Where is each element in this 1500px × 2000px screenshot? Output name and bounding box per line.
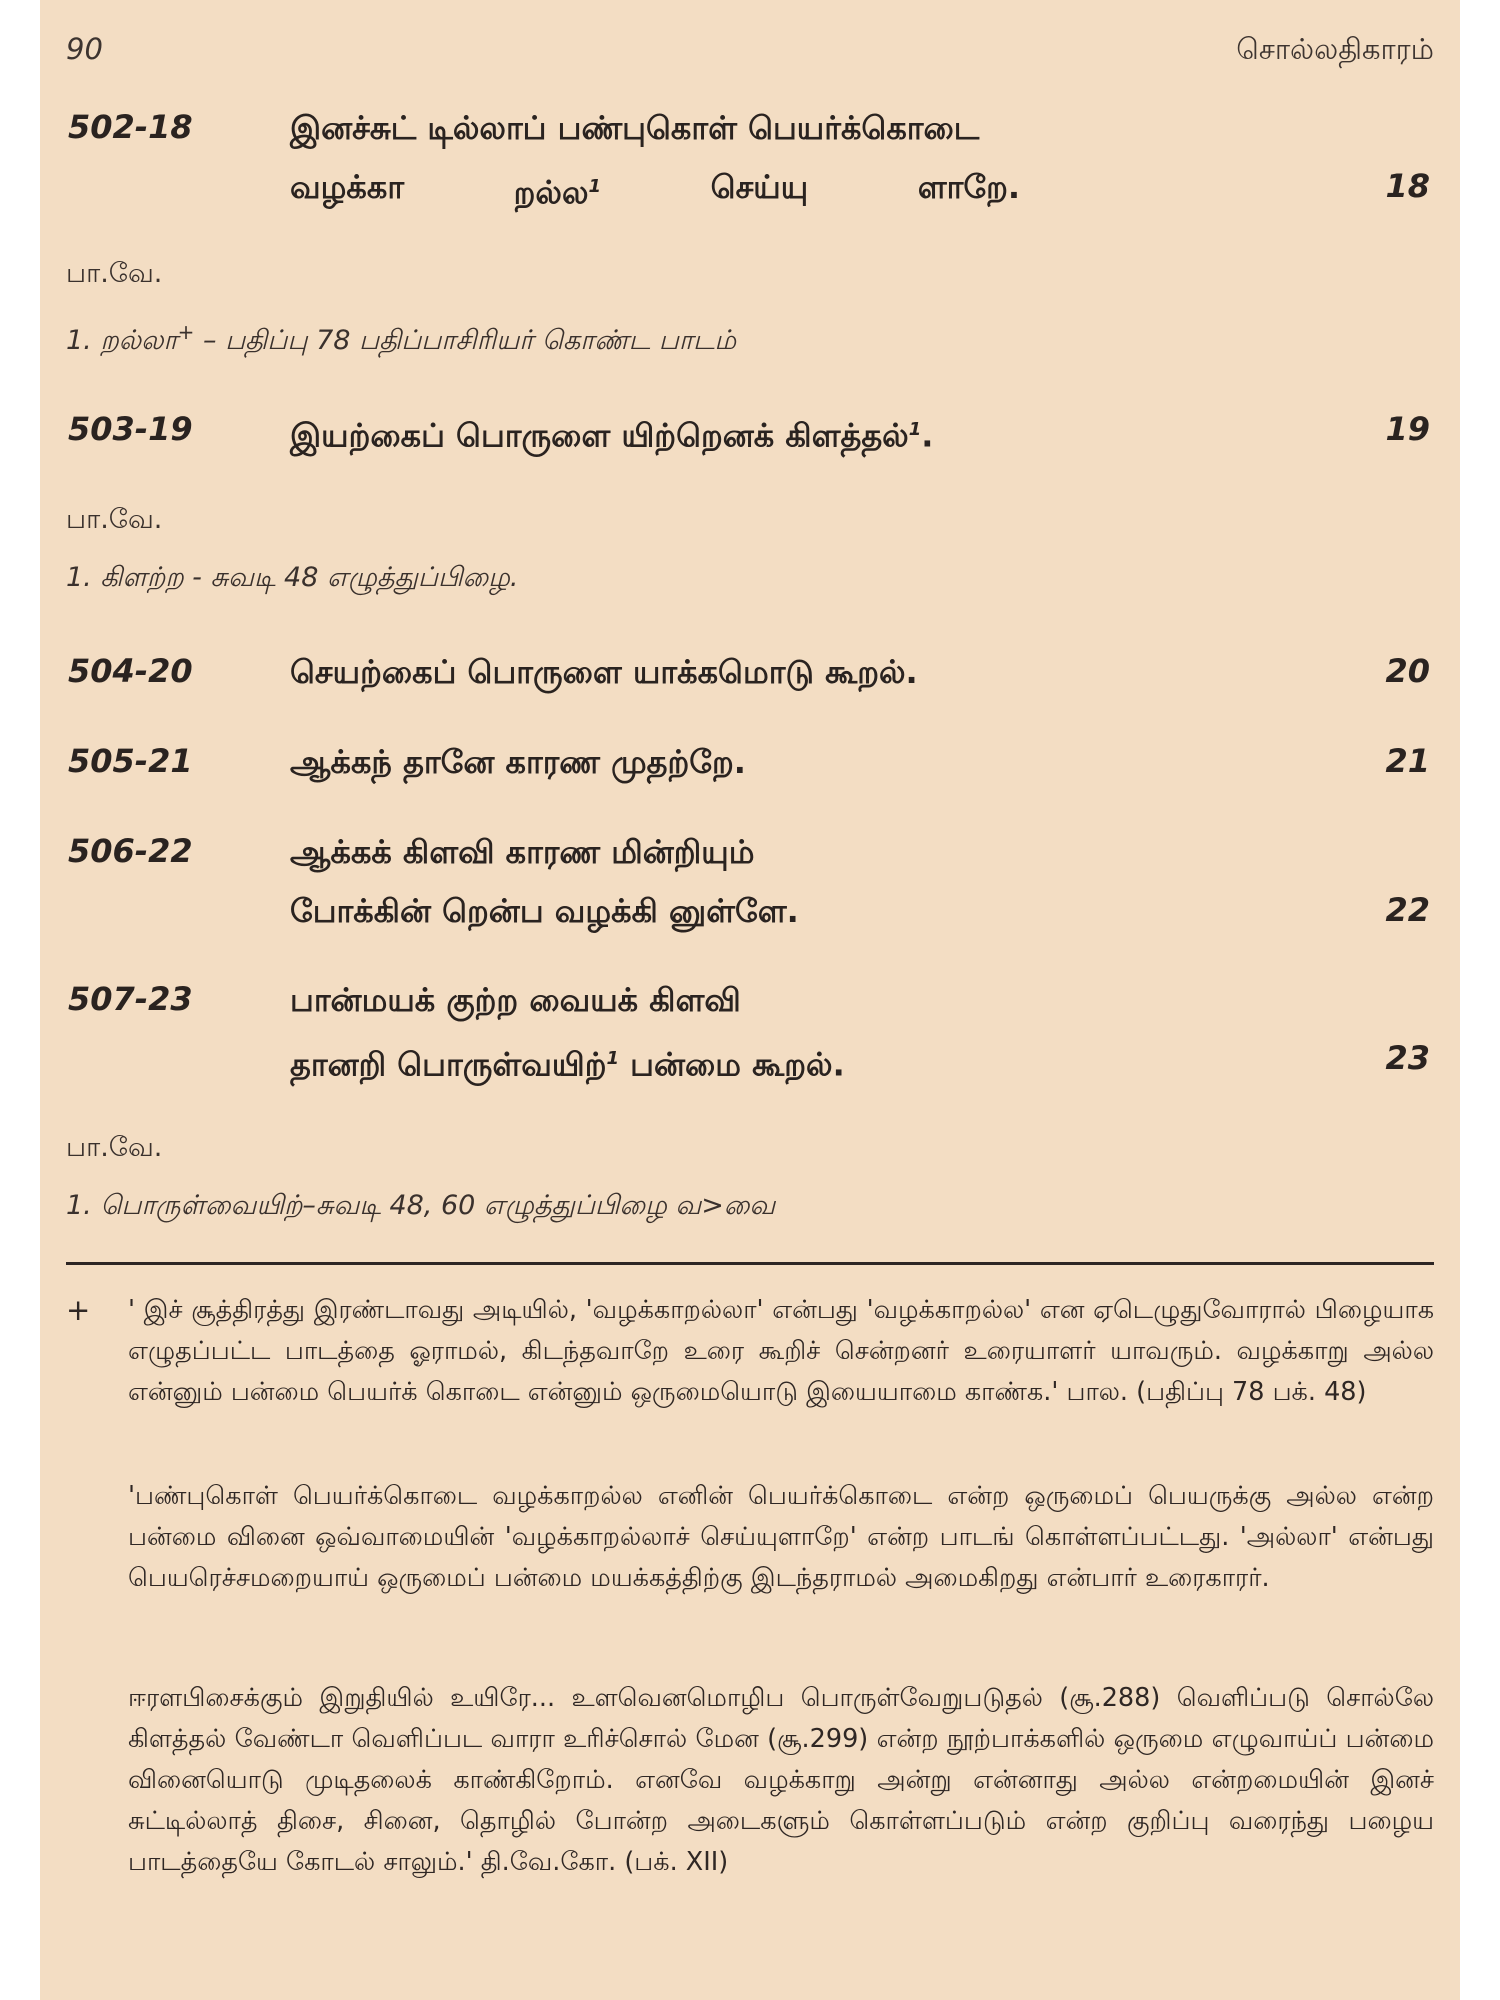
book-page — [40, 0, 1460, 2000]
variant-label: பா.வே. — [66, 504, 163, 535]
footnote-ref: 1 — [588, 176, 602, 197]
word: ளாறே. — [917, 168, 1020, 206]
footnote-paragraph: ' இச் சூத்திரத்து இரண்டாவது அடியில், 'வழக்காறல்லா' என்பது 'வழக்காறல்ல' என ஏடெழுதுவோரால் பிழையாக எழுதப்பட்ட பாடத்தை ஓராமல், கிடந்தவாறே உரை கூறிச் சென்றனர் உரையாளர் யாவரும். வழக்காறு அல்ல என்னும் பன்மை பெயர்க் கொடை என்னும் ஒருமையொடு இயையாமை காண்க.' பால. (பதிப்பு 78 பக். 48) — [128, 1295, 1434, 1407]
sutra-id: 507-23 — [68, 980, 193, 1018]
sutra-text — [290, 832, 1290, 950]
sutra-text — [290, 410, 1290, 469]
sutra-number: 19 — [1385, 410, 1430, 448]
sutra-id: 506-22 — [68, 832, 193, 870]
sutra-id: 504-20 — [68, 652, 193, 690]
sutra-number: 21 — [1385, 742, 1430, 780]
sutra-line: போக்கின் றென்ப வழக்கி னுள்ளே. — [290, 892, 799, 930]
footnote-ref: 1 — [606, 1048, 620, 1069]
sutra-text — [290, 742, 1290, 801]
sutra-line: தானறி பொருள்வயிற்$^1$ பன்மை கூறல். — [290, 1045, 845, 1084]
variant-label: பா.வே. — [66, 1132, 163, 1163]
sutra-line: ஆக்கந் தானே காரண முதற்றே. — [290, 743, 746, 781]
sutra-number: 22 — [1385, 891, 1430, 929]
sutra-line: செயற்கைப் பொருளை யாக்கமொடு கூறல். — [290, 653, 918, 691]
word: செய்யு — [710, 168, 809, 206]
sutra-number: 20 — [1385, 652, 1430, 690]
sutra-line — [290, 167, 1020, 226]
word: றல்ல$^1$ — [513, 173, 602, 212]
variant-reading — [66, 1128, 1426, 1226]
page-header — [66, 32, 1434, 72]
footnote-divider — [66, 1262, 1434, 1265]
sutra-text — [290, 980, 1290, 1098]
word: வழக்கா — [290, 168, 405, 206]
sutra-text — [290, 652, 1290, 711]
sutra-number: 23 — [1385, 1039, 1430, 1077]
sutra-id: 505-21 — [68, 742, 193, 780]
footnote-paragraph: 'பண்புகொள் பெயர்க்கொடை வழக்காறல்ல எனின் பெயர்க்கொடை என்ற ஒருமைப் பெயருக்கு அல்ல என்ற பன்மை வினை ஒவ்வாமையின் 'வழக்காறல்லாச் செய்யுளாறே' என்ற பாடங் கொள்ளப்பட்டது. 'அல்லா' என்பது பெயரெச்சமறையாய் ஒருமைப் பன்மை மயக்கத்திற்கு இடந்தராமல் அமைகிறது என்பார் உரைகாரர். — [128, 1481, 1434, 1593]
sutra-line: பான்மயக் குற்ற வையக் கிளவி — [290, 981, 741, 1019]
sutra-line: இனச்சுட் டில்லாப் பண்புகொள் பெயர்க்கொடை — [290, 109, 980, 147]
page-number: 90 — [66, 32, 103, 66]
variant-note: 1. பொருள்வையிற்–சுவடி 48, 60 எழுத்துப்பிழை வ>வை — [66, 1190, 776, 1221]
sutra-line: இயற்கைப் பொருளை யிற்றெனக் கிளத்தல்$^1$. — [290, 416, 934, 455]
running-title: சொல்லதிகாரம் — [1236, 32, 1434, 66]
sutra-number: 18 — [1385, 167, 1430, 205]
footnote-ref: 1 — [908, 419, 922, 440]
sutra-line: ஆக்கக் கிளவி காரண மின்றியும் — [290, 833, 755, 871]
footnote-marker: + — [66, 1293, 91, 1327]
variant-label: பா.வே. — [66, 258, 163, 289]
variant-reading — [66, 254, 1426, 361]
variant-note: 1. கிளற்ற - சுவடி 48 எழுத்துப்பிழை. — [66, 562, 519, 593]
footnote-paragraph: ஈரளபிசைக்கும் இறுதியில் உயிரே... உளவெனமொழிப பொருள்வேறுபடுதல் (சூ.288) வெளிப்படு சொல்லே கிளத்தல் வேண்டா வெளிப்பட வாரா உரிச்சொல் மேன (சூ.299) என்ற நூற்பாக்களில் ஒருமை எழுவாய்ப் பன்மை வினையொடு முடிதலைக் காண்கிறோம். எனவே வழக்காறு அன்று என்னாது அல்ல என்றமையின் இனச் சுட்டில்லாத் திசை, சினை, தொழில் போன்ற அடைகளும் கொள்ளப்படும் என்ற குறிப்பு வரைந்து பழைய பாடத்தையே கோடல் சாலும்.' தி.வே.கோ. (பக். XII) — [128, 1683, 1434, 1877]
sutra-text — [290, 108, 1290, 226]
sutra-id: 503-19 — [68, 410, 193, 448]
variant-note: 1. றல்லா+ – பதிப்பு 78 பதிப்பாசிரியர் கொண்ட பாடம் — [66, 320, 737, 356]
variant-reading — [66, 500, 1426, 598]
sutra-id: 502-18 — [68, 108, 193, 146]
